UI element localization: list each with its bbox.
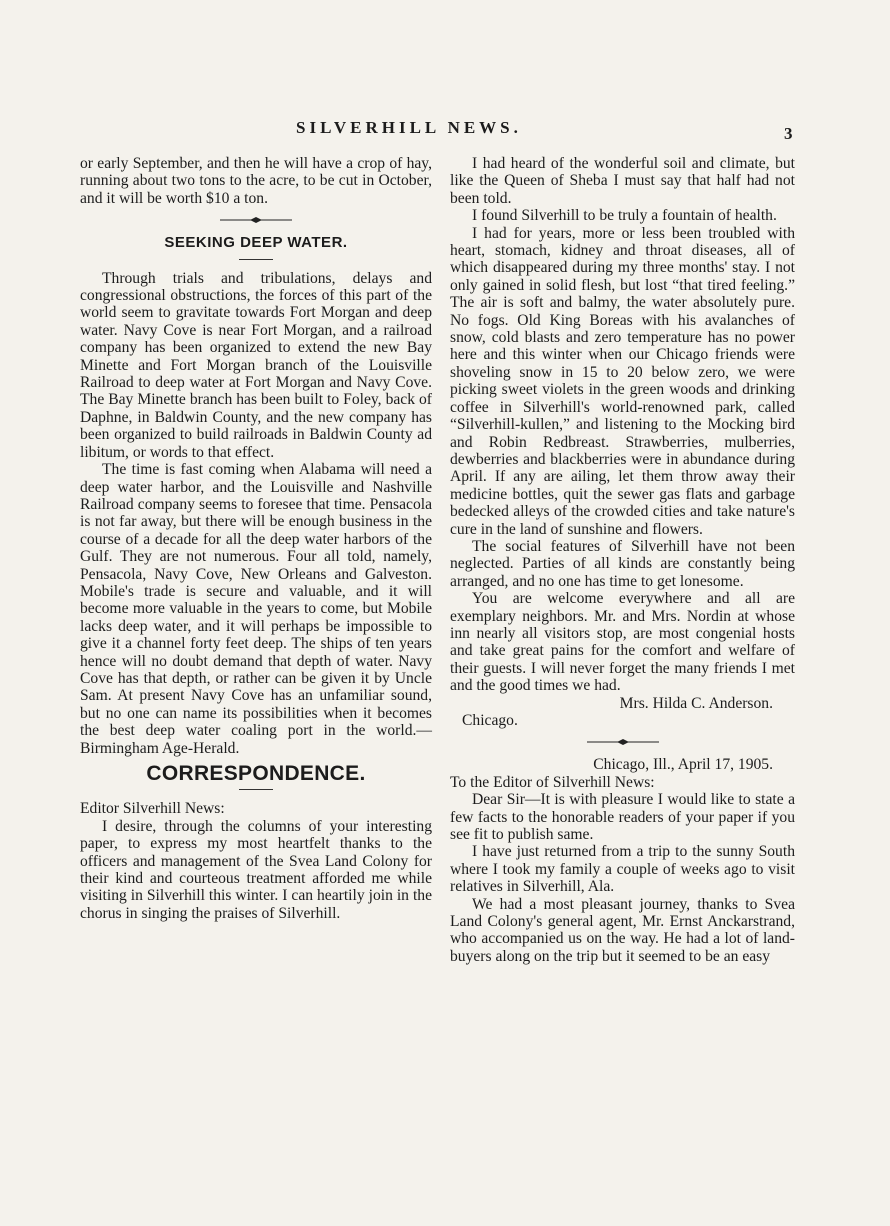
letter-paragraph: Dear Sir—It is with pleasure I would like to state a few facts to the honorable readers of your paper if you see fit to publish same. (450, 791, 795, 844)
page-header (0, 118, 890, 148)
letter-paragraph: The social features of Silverhill have not been neglected. Parties of all kinds are constantly being arranged, and no one has time to get lonesome. (450, 537, 795, 590)
letter-dateline: Chicago, Ill., April 17, 1905. (593, 756, 773, 774)
letter-paragraph: We had a most pleasant journey, thanks to Svea Land Colony's general agent, Mr. Ernst Anckarstrand, who accompanied us on the way. He had a lot of land-buyers along on the trip but it seemed to be an easy (450, 895, 795, 965)
right-column (450, 155, 795, 965)
ornament-divider (587, 738, 659, 746)
letter-addressee: To the Editor of Silverhill News: (450, 773, 655, 791)
short-rule (239, 259, 273, 260)
article-heading-seeking-deep-water: SEEKING DEEP WATER. (164, 234, 348, 252)
letter-paragraph: I had for years, more or less been troubled with heart, stomach, kidney and throat diseases, all of which disappeared during my three months' stay. I not only gained in solid flesh, but lost “that tired feeling.” The air is soft and balmy, the water absolutely pure. No fogs. Old King Boreas with his avalanches of snow, cold blasts and zero temperature has no power here and this winter when our Chicago friends were shoveling snow in 15 to 20 below zero, we were picking sweet violets in the green woods and drinking coffee in Silverhill's world-renowned park, called “Silverhill-kullen,” and listening to the Mocking bird and Robin Redbreast. Strawberries, mulberries, dewberries and blackberries were in abundance during April. If any are ailing, let them throw away their medicine bottles, quit the sewer gas flats and garbage bedecked alleys of the crowded cities and take nature's cure in the land of sunshine and flowers. (450, 224, 795, 538)
page-number: 3 (784, 124, 793, 143)
continued-paragraph: or early September, and then he will have a crop of hay, running about two tons to the acre, to be cut in October, and it will be worth $10 a ton. (80, 155, 432, 207)
letter-paragraph: I desire, through the columns of your interesting paper, to express my most heartfelt thanks to the officers and management of the Svea Land Colony for their kind and courteous treatment afforded me while visiting in Silverhill this winter. I can heartily join in the chorus in singing the praises of Silverhill. (80, 817, 432, 922)
letter-salutation: Editor Silverhill News: (80, 800, 225, 818)
article-paragraph: Through trials and tribulations, delays and congressional obstructions, the forces of this part of the world seem to gravitate towards Fort Morgan and deep water. Navy Cove is near Fort Morgan, and a railroad company has been organized to extend the new Bay Minette and Fort Morgan branch of the Louisville Railroad to deep water at Fort Morgan and Navy Cove. The Bay Minette branch has been built to Foley, back of Daphne, in Baldwin County, and the new company has been organized to build railroads in Baldwin County ad libitum, or words to that effect. (80, 269, 432, 461)
letter-place: Chicago. (462, 712, 518, 729)
left-column (80, 155, 432, 922)
running-head: SILVERHILL NEWS. (296, 118, 522, 137)
short-rule (239, 789, 273, 790)
letter-paragraph: I have just returned from a trip to the sunny South where I took my family a couple of weeks ago to visit relatives in Silverhill, Ala. (450, 843, 795, 896)
section-heading-correspondence: CORRESPONDENCE. (146, 762, 366, 785)
letter-signature: Mrs. Hilda C. Anderson. (619, 694, 773, 712)
article-paragraph: The time is fast coming when Alabama will need a deep water harbor, and the Louisville and Nashville Railroad company seems to foresee that time. Pensacola is not far away, but there will be enough business in the course of a decade for all the deep water harbors of the Gulf. They are not numerous. Four all told, namely, Pensacola, Navy Cove, New Orleans and Galveston. Mobile's trade is secure and valuable, and it will become more valuable in the years to come, but Mobile lacks deep water, and it will perhaps be impossible to give it a channel forty feet deep. The ships of ten years hence will no doubt demand that depth of water. Navy Cove has that depth, or rather can be given it by Uncle Sam. At present Navy Cove has an unfamiliar sound, but no one can name its possibilities when it becomes the best deep water coaling port in the world.—Birmingham Age-Herald. (80, 461, 432, 757)
letter-paragraph: I found Silverhill to be truly a fountain of health. (472, 207, 777, 225)
letter-paragraph: You are welcome everywhere and all are exemplary neighbors. Mr. and Mrs. Nordin at whose inn nearly all visitors stop, are most congenial hosts and take great pains for the comfort and welfare of their guests. I will never forget the many friends I met and the good times we had. (450, 590, 795, 695)
ornament-divider (220, 216, 292, 224)
letter-paragraph: I had heard of the wonderful soil and climate, but like the Queen of Sheba I must say that half had not been told. (450, 155, 795, 207)
